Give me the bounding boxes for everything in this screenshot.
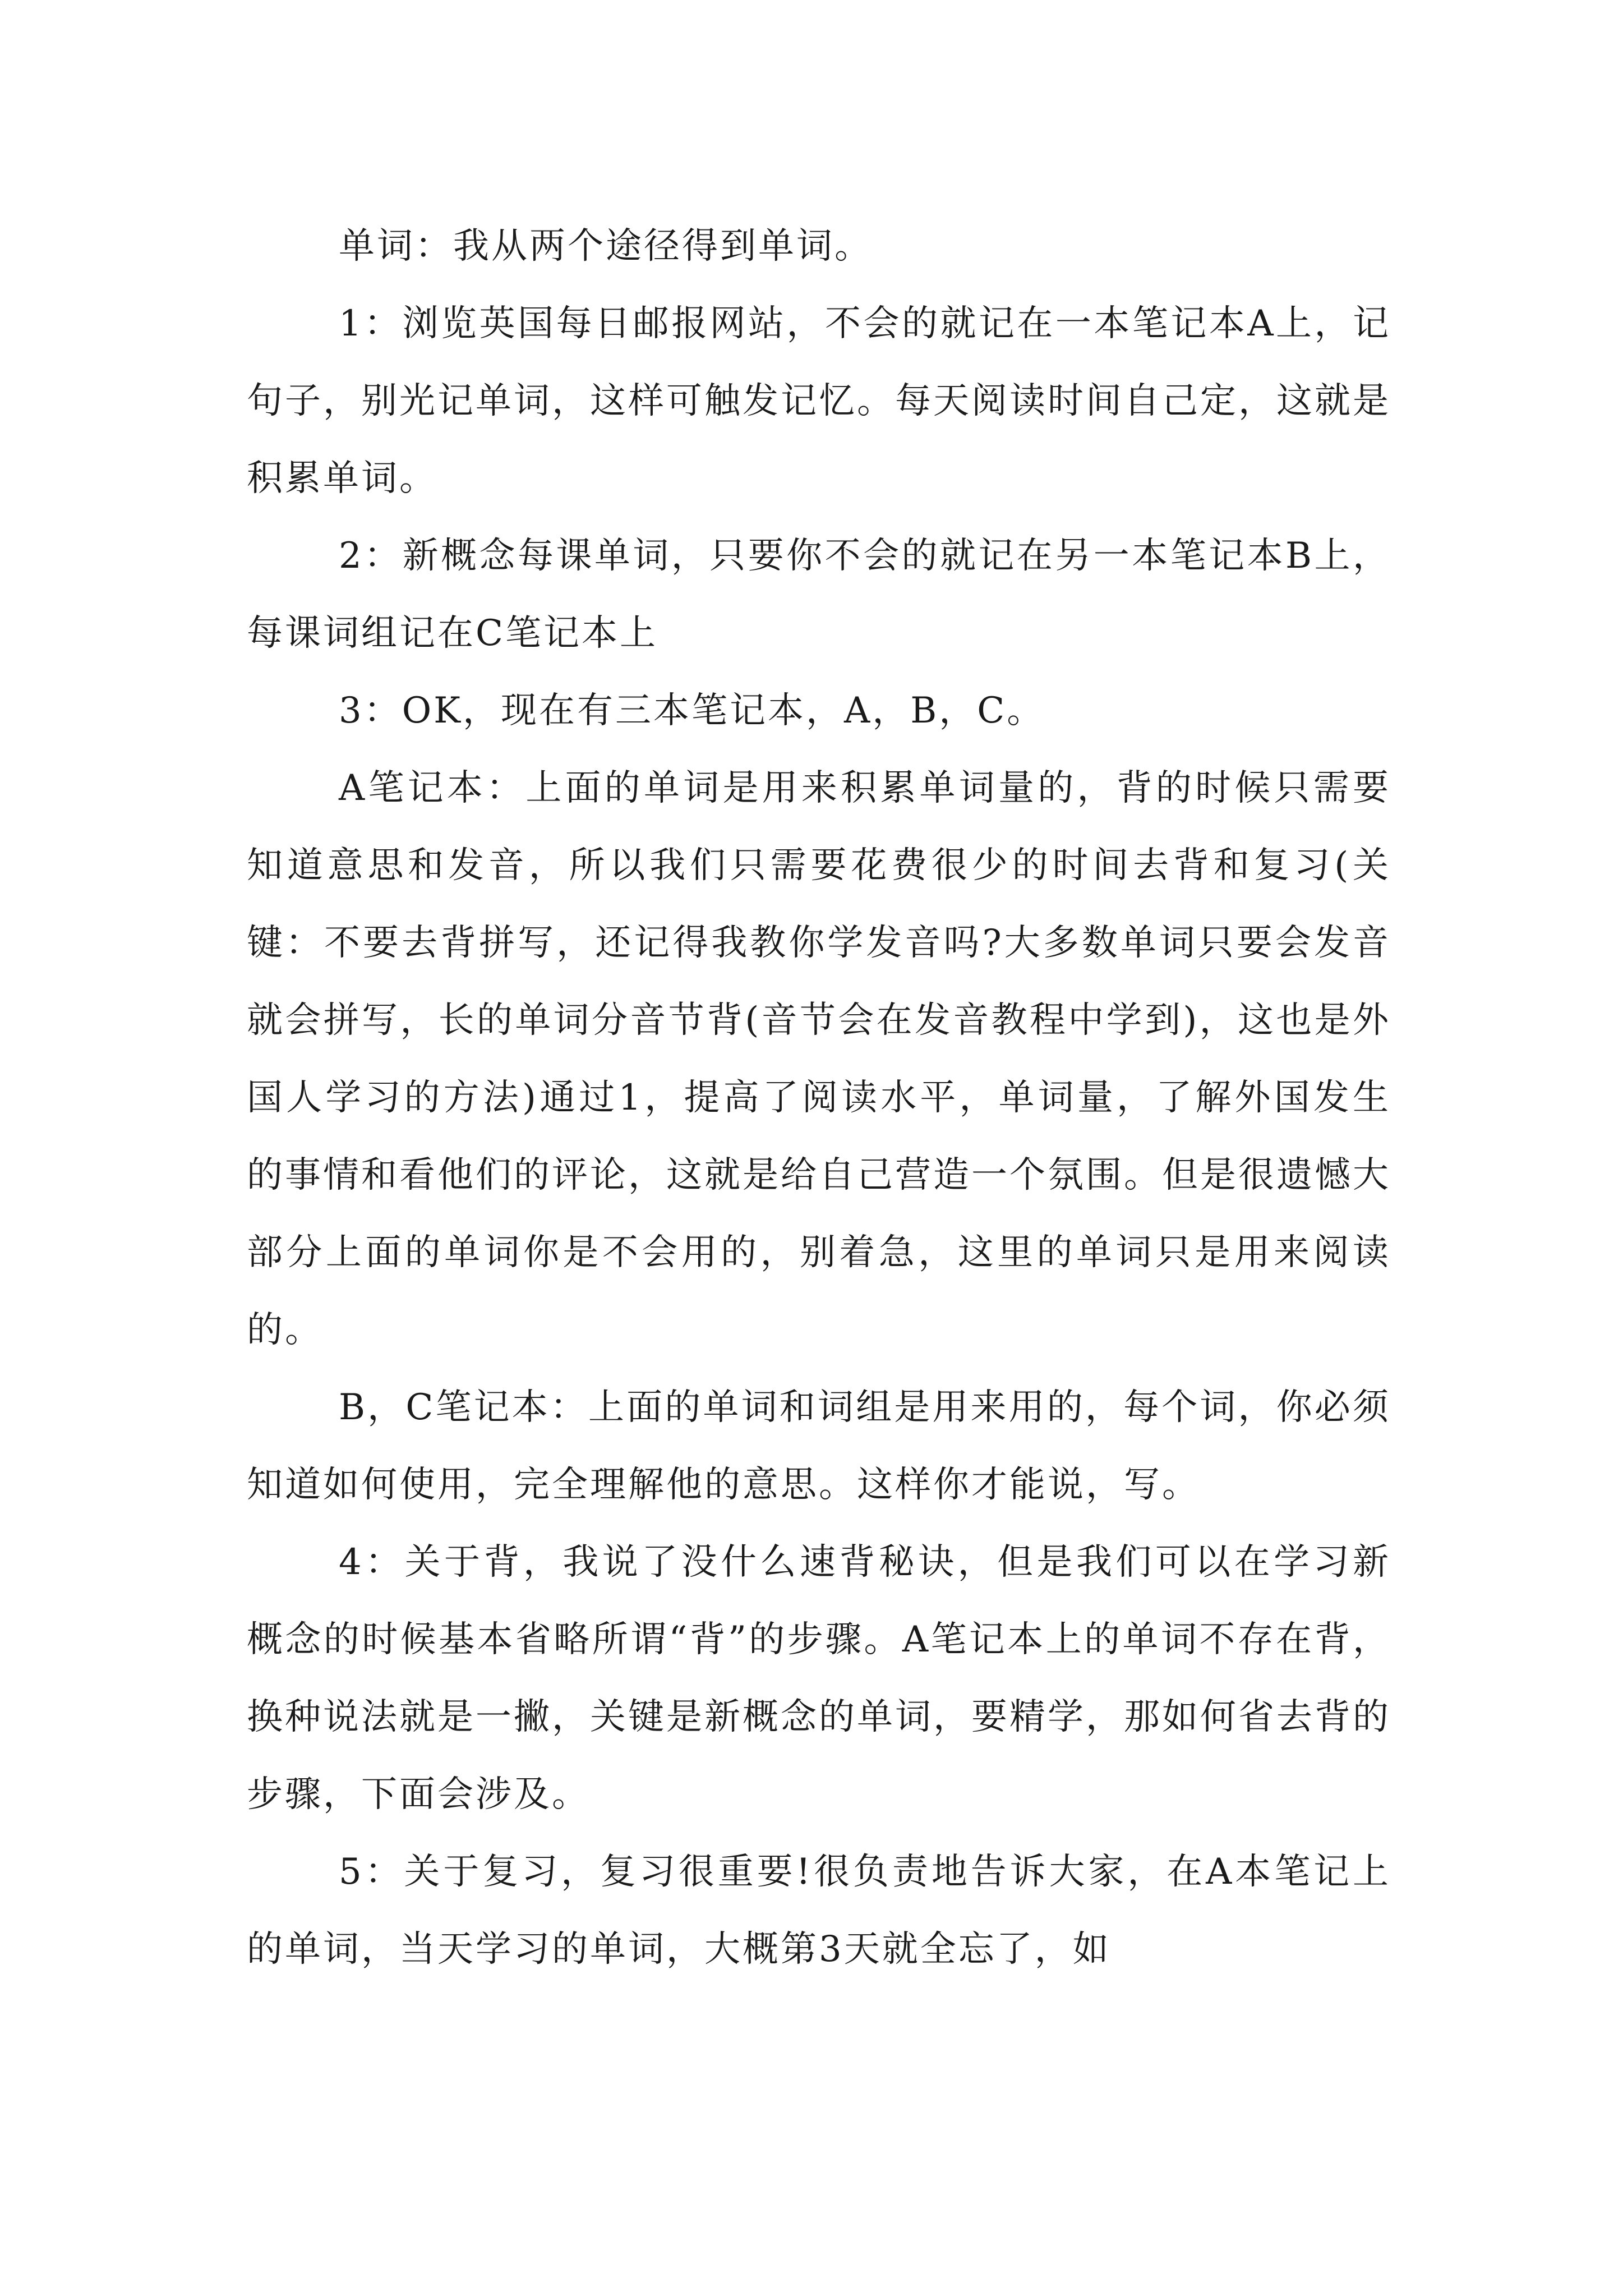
paragraph-step-4: 4：关于背，我说了没什么速背秘诀，但是我们可以在学习新概念的时候基本省略所谓“背”的步骤。A笔记本上的单词不存在背，换种说法就是一撇，关键是新概念的单词，要精学，那如何省去背的步骤，下面会涉及。: [247, 1542, 1391, 1815]
paragraph-step-5: 5：关于复习，复习很重要!很负责地告诉大家，在A本笔记上的单词，当天学习的单词，大概第3天就全忘了，如: [247, 1851, 1391, 1970]
paragraph-notebook-bc: B，C笔记本：上面的单词和词组是用来用的，每个词，你必须知道如何使用，完全理解他的意思。这样你才能说，写。: [247, 1387, 1391, 1506]
paragraph-notebook-a: A笔记本：上面的单词是用来积累单词量的，背的时候只需要知道意思和发音，所以我们只需要花费很少的时间去背和复习(关键：不要去背拼写，还记得我教你学发音吗?大多数单词只要会发音就会拼写，长的单词分音节背(音节会在发音教程中学到)，这也是外国人学习的方法)通过1，提高了阅读水平，单词量，了解外国发生的事情和看他们的评论，这就是给自己营造一个氛围。但是很遗憾大部分上面的单词你是不会用的，别着急，这里的单词只是用来阅读的。: [247, 767, 1391, 1351]
paragraph-words-intro: 单词：我从两个途径得到单词。: [339, 226, 873, 267]
paragraph-step-2: 2：新概念每课单词，只要你不会的就记在另一本笔记本B上，每课词组记在C笔记本上: [247, 535, 1391, 654]
paragraph-step-1: 1：浏览英国每日邮报网站，不会的就记在一本笔记本A上，记句子，别光记单词，这样可触发记忆。每天阅读时间自己定，这就是积累单词。: [247, 303, 1391, 499]
document-body: [247, 208, 1391, 1988]
paragraph-step-3: 3：OK，现在有三本笔记本，A，B，C。: [339, 690, 1045, 731]
